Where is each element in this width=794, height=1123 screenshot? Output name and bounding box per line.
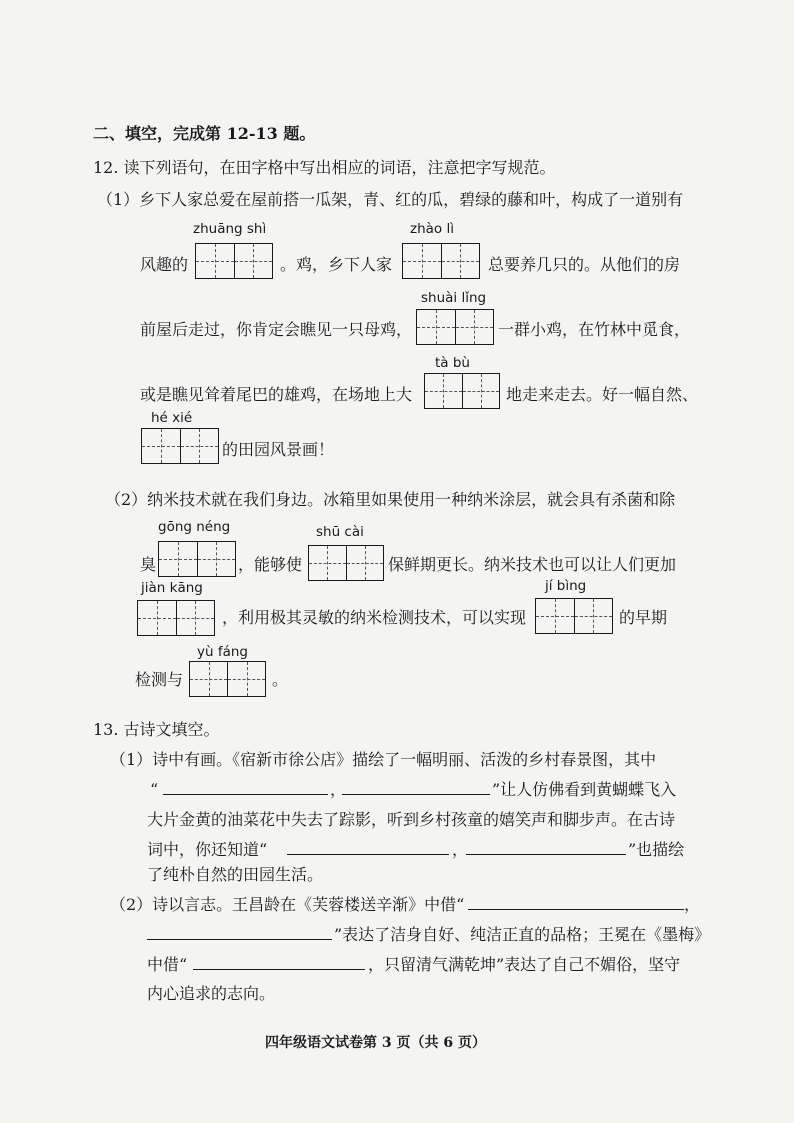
q13-p2-line3-b: ，只留清气满乾坤”表达了自己不媚俗，坚守 bbox=[368, 955, 681, 974]
q13-p1-line4-a: 词中，你还知道“ bbox=[147, 840, 268, 859]
q13-p2-line4: 内心追求的志向。 bbox=[147, 984, 276, 1003]
poem-blank-5[interactable] bbox=[468, 895, 684, 910]
pinyin-jiankang: jiàn kāng bbox=[141, 580, 203, 596]
answer-grid-shuailing[interactable] bbox=[416, 309, 494, 345]
q13-p1-line1: （1）诗中有画。《宿新市徐公店》描绘了一幅明丽、活泼的乡村春景图，其中 bbox=[110, 750, 657, 769]
pinyin-yufang: yù fáng bbox=[197, 644, 248, 660]
poem-blank-1[interactable] bbox=[163, 780, 328, 795]
pinyin-gongneng: gōng néng bbox=[158, 519, 231, 535]
answer-grid-yufang[interactable] bbox=[189, 661, 266, 697]
q13-p1-line2-open: “ bbox=[150, 780, 159, 799]
q13-p1-line4-comma: ， bbox=[452, 840, 469, 859]
q12-p2-line3-c: 的早期 bbox=[619, 608, 668, 627]
q12-p2-line2-a: 臭 bbox=[140, 555, 157, 574]
poem-blank-7[interactable] bbox=[193, 955, 365, 970]
q12-p1-line2-c: 总要养几只的。从他们的房 bbox=[488, 255, 681, 274]
q13-p2-line1-end: ， bbox=[684, 895, 701, 914]
answer-grid-shucai[interactable] bbox=[308, 545, 384, 581]
q12-p1-line2-a: 风趣的 bbox=[140, 255, 189, 274]
pinyin-tabu: tà bù bbox=[435, 355, 470, 371]
q12-p1-line4-b: 地走来走去。好一幅自然、 bbox=[506, 385, 699, 404]
q12-p1-line1: （1）乡下人家总爱在屋前搭一瓜架，青、红的瓜，碧绿的藤和叶，构成了一道别有 bbox=[97, 190, 684, 209]
q13-p2-line3-a: 中借“ bbox=[147, 955, 188, 974]
poem-blank-4[interactable] bbox=[466, 840, 626, 855]
q12-p1-line2-b: 。鸡，乡下人家 bbox=[280, 255, 393, 274]
q12-p2-line2-c: 保鲜期更长。纳米技术也可以让人们更加 bbox=[388, 555, 677, 574]
q12-p2-line1: （2）纳米技术就在我们身边。冰箱里如果使用一种纳米涂层，就会具有杀菌和除 bbox=[105, 490, 676, 509]
q13-p1-line2-comma: ， bbox=[330, 780, 347, 799]
q13-p2-line1-a: （2）诗以言志。王昌龄在《芙蓉楼送辛渐》中借“ bbox=[110, 895, 465, 914]
pinyin-jibing: jí bìng bbox=[545, 578, 587, 594]
answer-grid-tabu[interactable] bbox=[424, 373, 500, 409]
q12-p1-line5: 的田园风景画！ bbox=[222, 440, 335, 459]
q13-p1-line4-close: ”也描绘 bbox=[628, 840, 685, 859]
q12-p2-line3-b: ，利用极其灵敏的纳米检测技术，可以实现 bbox=[222, 608, 527, 627]
section-heading: 二、填空，完成第 12-13 题。 bbox=[93, 124, 316, 143]
pinyin-shuailing: shuài lǐng bbox=[421, 290, 487, 306]
answer-grid-gongneng[interactable] bbox=[158, 541, 236, 577]
q12-title: 12. 读下列语句，在田字格中写出相应的词语，注意把字写规范。 bbox=[93, 158, 556, 177]
q12-p2-line4-a: 检测与 bbox=[135, 670, 184, 689]
page-footer: 四年级语文试卷第 3 页（共 6 页） bbox=[265, 1035, 486, 1051]
q13-p1-line3: 大片金黄的油菜花中失去了踪影，听到乡村孩童的嬉笑声和脚步声。在古诗 bbox=[147, 810, 676, 829]
poem-blank-2[interactable] bbox=[342, 780, 490, 795]
q13-p2-line2-b: ”表达了洁身自好、纯洁正直的品格；王冕在《墨梅》 bbox=[334, 925, 711, 944]
poem-blank-6[interactable] bbox=[147, 925, 332, 940]
q12-p2-line2-b: ，能够使 bbox=[238, 555, 303, 574]
answer-grid-hexie[interactable] bbox=[141, 428, 219, 464]
pinyin-zhaoli: zhào lì bbox=[410, 221, 454, 237]
q12-p1-line3-b: 一群小鸡，在竹林中觅食， bbox=[498, 320, 691, 339]
answer-grid-zhuangshi[interactable] bbox=[195, 243, 273, 279]
q13-p1-line5: 了纯朴自然的田园生活。 bbox=[147, 865, 324, 884]
answer-grid-jibing[interactable] bbox=[535, 598, 613, 634]
pinyin-zhuangshi: zhuāng shì bbox=[193, 221, 267, 237]
pinyin-hexie: hé xié bbox=[151, 410, 193, 426]
answer-grid-zhaoli[interactable] bbox=[402, 243, 480, 279]
poem-blank-3[interactable] bbox=[287, 840, 449, 855]
pinyin-shucai: shū cài bbox=[316, 524, 364, 540]
q12-p1-line4-a: 或是瞧见耸着尾巴的雄鸡，在场地上大 bbox=[140, 385, 413, 404]
q13-title: 13. 古诗文填空。 bbox=[93, 720, 220, 739]
q12-p2-line4-b: 。 bbox=[272, 670, 289, 689]
q12-p1-line3-a: 前屋后走过，你肯定会瞧见一只母鸡， bbox=[140, 320, 413, 339]
answer-grid-jiankang[interactable] bbox=[137, 600, 215, 636]
q13-p1-line2-close: ”让人仿佛看到黄蝴蝶飞入 bbox=[492, 780, 677, 799]
